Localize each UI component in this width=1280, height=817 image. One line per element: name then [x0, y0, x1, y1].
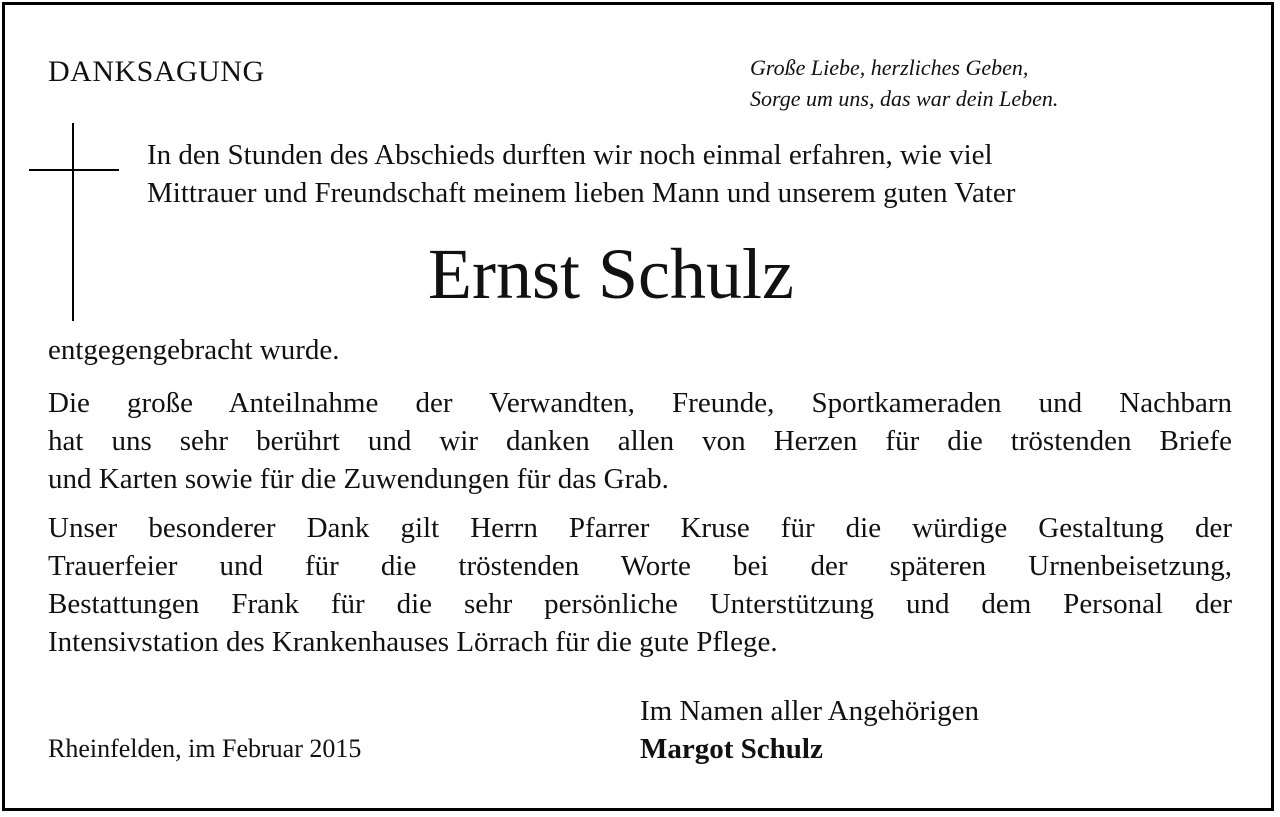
- paragraph-1-line-2: hat uns sehr berührt und wir danken allen von Herzen für die tröstenden Briefe: [48, 425, 1232, 457]
- intro-line-1: In den Stunden des Abschieds durften wir noch einmal erfahren, wie viel: [147, 139, 993, 171]
- paragraph-1-line-1: Die große Anteilnahme der Verwandten, Freunde, Sportkameraden und Nachbarn: [48, 387, 1232, 419]
- notice-heading: DANKSAGUNG: [48, 55, 265, 88]
- thanks-paragraph-2: [48, 509, 1232, 661]
- closing-phrase: Im Namen aller Angehörigen: [640, 695, 980, 727]
- intro-line-2: Mittrauer und Freundschaft meinem lieben Mann und unserem guten Vater: [147, 177, 1016, 209]
- intro-text: [147, 136, 1015, 212]
- paragraph-2-line-4: Intensivstation des Krankenhauses Lörrach für die gute Pflege.: [48, 626, 778, 658]
- continuation-text: [48, 331, 1232, 369]
- paragraph-2-line-2: Trauerfeier und für die tröstenden Worte bei der späteren Urnenbeisetzung,: [48, 550, 1232, 582]
- place-date: Rheinfelden, im Februar 2015: [48, 734, 362, 763]
- signer-name: Margot Schulz: [640, 733, 823, 765]
- quote-line-1: Große Liebe, herzliches Geben,: [750, 55, 1029, 80]
- cross-icon-vertical: [72, 123, 74, 321]
- paragraph-2-line-1: Unser besonderer Dank gilt Herrn Pfarrer Kruse für die würdige Gestaltung der: [48, 512, 1232, 544]
- memorial-quote: [750, 52, 1058, 114]
- paragraph-1-line-3: und Karten sowie für die Zuwendungen für das Grab.: [48, 463, 669, 495]
- quote-line-2: Sorge um uns, das war dein Leben.: [750, 86, 1059, 111]
- paragraph-2-line-3: Bestattungen Frank für die sehr persönliche Unterstützung und dem Personal der: [48, 588, 1232, 620]
- thanks-paragraph-1: [48, 384, 1232, 498]
- continuation-line: entgegengebracht wurde.: [48, 334, 340, 366]
- deceased-name: Ernst Schulz: [428, 234, 794, 314]
- cross-icon-horizontal: [29, 169, 119, 171]
